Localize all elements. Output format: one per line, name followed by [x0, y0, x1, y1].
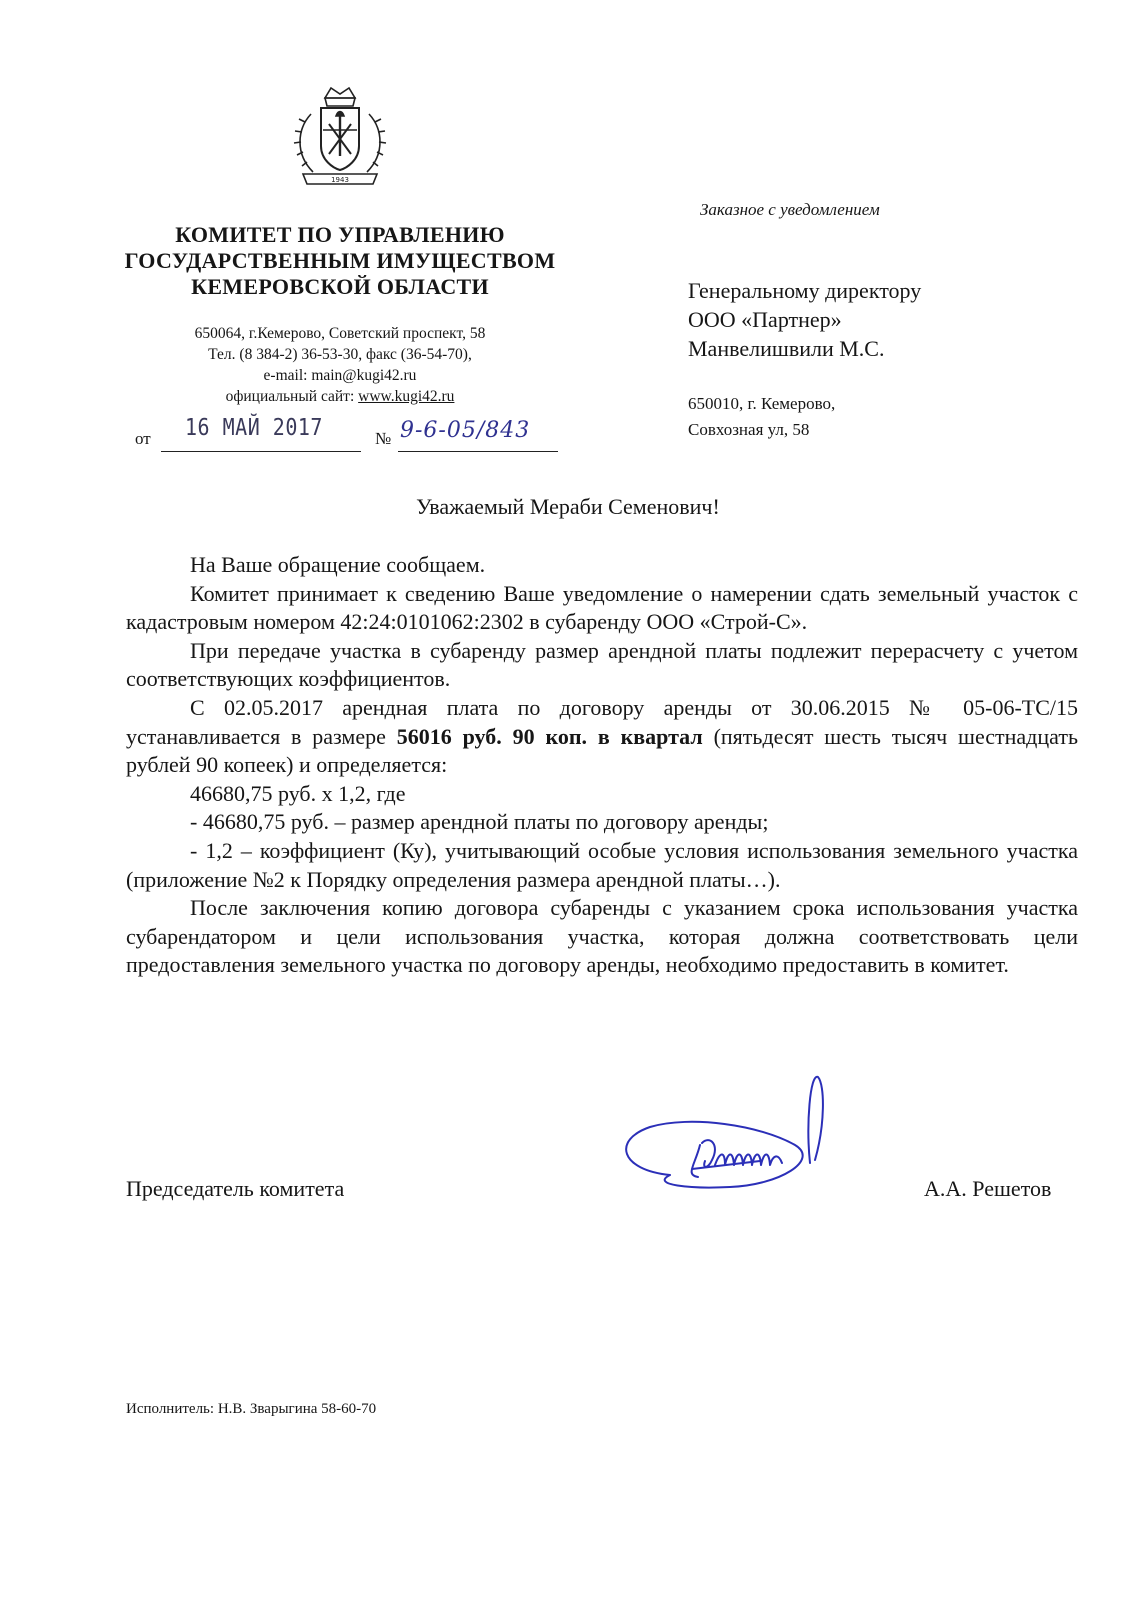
- body-p4-end: (пятьдесят шесть тысяч шестнадцать рублей 90 копеек) и определяется:: [126, 723, 1078, 778]
- recipient-position: Генеральному директору: [688, 278, 922, 303]
- letter-body: [126, 551, 1078, 980]
- body-paragraph-5: 46680,75 руб. х 1,2, где: [190, 780, 406, 806]
- body-paragraph-4: [126, 694, 1078, 780]
- signatory-title: Председатель комитета: [126, 1176, 345, 1201]
- body-paragraph-1: На Ваше обращение сообщаем.: [190, 552, 486, 577]
- handwritten-number: 9-6-05/843: [400, 418, 531, 443]
- body-paragraph-2: Комитет принимает к сведению Ваше уведомление о намерении сдать земельный участок с кадастровым номером 42:24:0101062:2302 в субаренду ООО «Строй-С».: [126, 580, 1078, 635]
- executor-info: Исполнитель: Н.В. Зварыгина 58-60-70: [126, 1401, 377, 1417]
- number-prefix: №: [375, 429, 392, 448]
- body-p4-start: С 02.05.2017 арендная плата по договору аренды от 30.06.2015 № 05-06-ТС/15 устанавливается в размере: [126, 694, 1078, 749]
- body-paragraph-3: При передаче участка в субаренду размер арендной платы подлежит перерасчету с учетом соответствующих коэффициентов.: [126, 637, 1078, 692]
- salutation: Уважаемый Мераби Семенович!: [416, 494, 720, 519]
- rent-amount: 56016 руб. 90 коп. в квартал: [396, 723, 703, 749]
- org-site: [130, 386, 550, 407]
- date-stamp: 16 МАЙ 2017: [185, 413, 323, 441]
- mail-note: Заказное с уведомлением: [700, 200, 880, 219]
- recipient-name: Манвелишвили М.С.: [688, 336, 885, 361]
- date-prefix: от: [135, 429, 151, 448]
- recipient-company: ООО «Партнер»: [688, 307, 842, 332]
- recipient-address-line2: Совхозная ул, 58: [688, 420, 810, 439]
- recipient-address-line1: 650010, г. Кемерово,: [688, 394, 836, 413]
- org-name-line1: КОМИТЕТ ПО УПРАВЛЕНИЮ: [175, 222, 505, 247]
- number-underline: [398, 451, 558, 452]
- org-email: e-mail: main@kugi42.ru: [263, 367, 417, 384]
- signatory-name: А.А. Решетов: [924, 1176, 1052, 1201]
- body-paragraph-8: После заключения копию договора субаренды с указанием срока использования участка субарендатором и цели использования участка, которая должна соответствовать цели предоставления земельного участка по договору аренды, необходимо предоставить в комитет.: [126, 895, 1078, 978]
- svg-text:1943: 1943: [331, 176, 349, 184]
- org-phone: Тел. (8 384-2) 36-53-30, факс (36-54-70),: [208, 346, 472, 363]
- coat-of-arms-emblem: [281, 84, 399, 192]
- date-underline: [161, 451, 361, 452]
- body-paragraph-7: - 1,2 – коэффициент (Ку), учитывающий особые условия использования земельного участка (приложение №2 к Порядку определения размера арендной платы…).: [126, 837, 1078, 892]
- org-name-line2: ГОСУДАРСТВЕННЫМ ИМУЩЕСТВОМ: [124, 248, 556, 273]
- site-label: официальный сайт:: [225, 388, 359, 405]
- org-address: 650064, г.Кемерово, Советский проспект, 58: [194, 325, 486, 342]
- body-paragraph-6: - 46680,75 руб. – размер арендной платы по договору аренды;: [190, 809, 769, 835]
- handwritten-signature: [610, 1065, 840, 1215]
- org-name-line3: КЕМЕРОВСКОЙ ОБЛАСТИ: [191, 274, 489, 299]
- site-link[interactable]: www.kugi42.ru: [358, 388, 455, 405]
